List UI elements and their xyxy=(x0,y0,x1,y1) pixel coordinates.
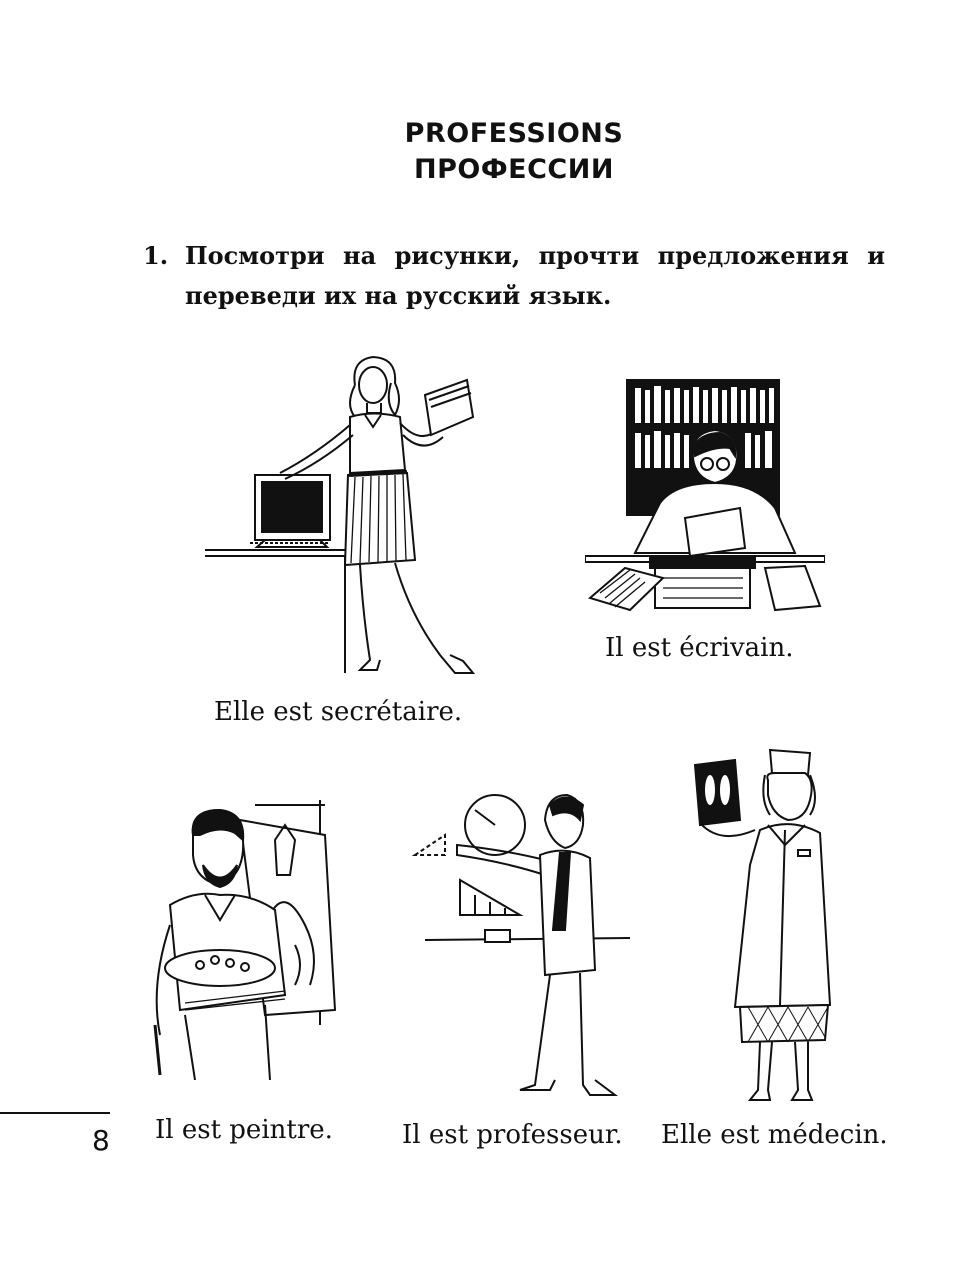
caption-secretary: Elle est secrétaire. xyxy=(214,697,463,727)
page-number: 8 xyxy=(92,1124,110,1157)
painter-illustration xyxy=(145,795,355,1080)
footer-rule xyxy=(0,1112,110,1114)
caption-painter: Il est peintre. xyxy=(155,1115,333,1145)
caption-doctor: Elle est médecin. xyxy=(661,1120,888,1150)
exercise-text-line-1: Посмотри на рисунки, прочти предложения и xyxy=(185,241,885,270)
secretary-illustration xyxy=(205,355,485,680)
caption-teacher: Il est professeur. xyxy=(402,1120,623,1150)
page-title-russian: ПРОФЕССИИ xyxy=(414,154,614,185)
exercise-number: 1. xyxy=(143,241,169,270)
caption-writer: Il est écrivain. xyxy=(605,633,794,663)
writer-illustration xyxy=(585,378,825,618)
exercise-text-line-2: переведи их на русский язык. xyxy=(185,281,612,310)
doctor-illustration xyxy=(680,745,840,1105)
page-title-french: PROFESSIONS xyxy=(404,118,624,149)
teacher-illustration xyxy=(405,790,635,1110)
